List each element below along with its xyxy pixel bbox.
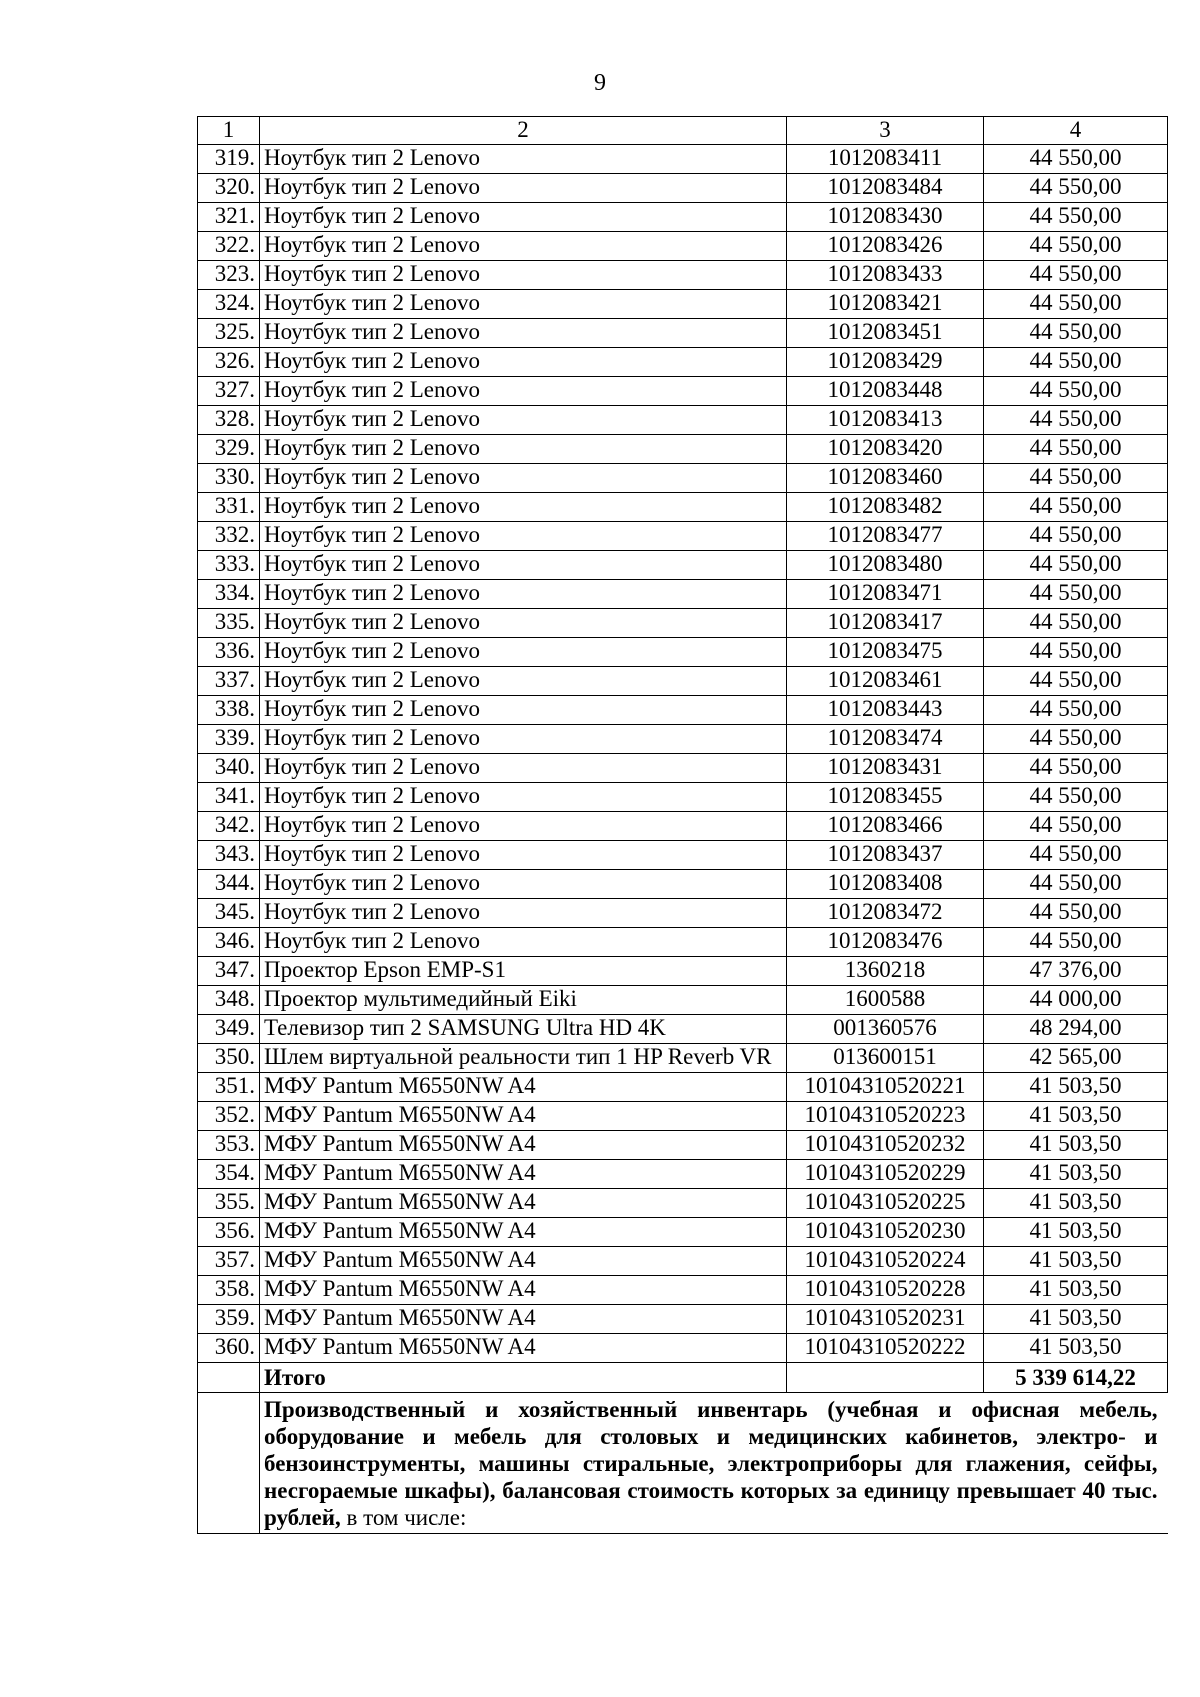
item-name: Ноутбук тип 2 Lenovo: [260, 696, 787, 725]
table-row: [198, 1015, 1168, 1044]
table-row: [198, 928, 1168, 957]
item-name: Ноутбук тип 2 Lenovo: [260, 667, 787, 696]
inventory-number: 1012083482: [787, 493, 984, 522]
row-number: 338.: [198, 696, 260, 725]
inventory-number: 1012083477: [787, 522, 984, 551]
item-cost: 41 503,50: [984, 1073, 1168, 1102]
table-row: [198, 696, 1168, 725]
item-name: Ноутбук тип 2 Lenovo: [260, 406, 787, 435]
table-row: [198, 1102, 1168, 1131]
row-number: 332.: [198, 522, 260, 551]
row-number: 356.: [198, 1218, 260, 1247]
row-number: 319.: [198, 145, 260, 174]
row-number: 339.: [198, 725, 260, 754]
row-number: 347.: [198, 957, 260, 986]
inventory-number: 1012083413: [787, 406, 984, 435]
total-empty-cell: [198, 1363, 260, 1393]
row-number: 336.: [198, 638, 260, 667]
item-cost: 44 550,00: [984, 841, 1168, 870]
row-number: 344.: [198, 870, 260, 899]
table-row: [198, 1044, 1168, 1073]
inventory-number: 1012083408: [787, 870, 984, 899]
total-row: [198, 1363, 1168, 1393]
table-row: [198, 1334, 1168, 1363]
row-number: 349.: [198, 1015, 260, 1044]
item-name: МФУ Pantum M6550NW A4: [260, 1334, 787, 1363]
table-row: [198, 203, 1168, 232]
item-name: МФУ Pantum M6550NW A4: [260, 1305, 787, 1334]
inventory-number: 1012083411: [787, 145, 984, 174]
item-name: МФУ Pantum M6550NW A4: [260, 1073, 787, 1102]
item-cost: 44 550,00: [984, 232, 1168, 261]
table-row: [198, 145, 1168, 174]
inventory-number: 013600151: [787, 1044, 984, 1073]
item-name: Ноутбук тип 2 Lenovo: [260, 580, 787, 609]
inventory-number: 1012083472: [787, 899, 984, 928]
item-name: Ноутбук тип 2 Lenovo: [260, 812, 787, 841]
row-number: 348.: [198, 986, 260, 1015]
inventory-number: 1012083430: [787, 203, 984, 232]
row-number: 335.: [198, 609, 260, 638]
table-row: [198, 406, 1168, 435]
inventory-number: 10104310520224: [787, 1247, 984, 1276]
item-cost: 44 550,00: [984, 174, 1168, 203]
item-cost: 48 294,00: [984, 1015, 1168, 1044]
item-cost: 44 550,00: [984, 319, 1168, 348]
item-cost: 44 000,00: [984, 986, 1168, 1015]
item-cost: 44 550,00: [984, 812, 1168, 841]
table-row: [198, 609, 1168, 638]
row-number: 354.: [198, 1160, 260, 1189]
inventory-number: 1012083448: [787, 377, 984, 406]
inventory-number: 1012083420: [787, 435, 984, 464]
item-name: МФУ Pantum M6550NW A4: [260, 1247, 787, 1276]
row-number: 360.: [198, 1334, 260, 1363]
item-name: Ноутбук тип 2 Lenovo: [260, 783, 787, 812]
inventory-number: 1012083484: [787, 174, 984, 203]
table-row: [198, 493, 1168, 522]
inventory-number: 1012083455: [787, 783, 984, 812]
table-row: [198, 261, 1168, 290]
item-cost: 44 550,00: [984, 870, 1168, 899]
inventory-number: 1012083475: [787, 638, 984, 667]
item-name: Ноутбук тип 2 Lenovo: [260, 928, 787, 957]
item-name: Ноутбук тип 2 Lenovo: [260, 841, 787, 870]
row-number: 325.: [198, 319, 260, 348]
table-header-row: [198, 117, 1168, 145]
item-name: Ноутбук тип 2 Lenovo: [260, 638, 787, 667]
item-cost: 41 503,50: [984, 1102, 1168, 1131]
row-number: 357.: [198, 1247, 260, 1276]
row-number: 359.: [198, 1305, 260, 1334]
table-row: [198, 1218, 1168, 1247]
row-number: 346.: [198, 928, 260, 957]
item-cost: 44 550,00: [984, 899, 1168, 928]
item-cost: 41 503,50: [984, 1247, 1168, 1276]
item-cost: 44 550,00: [984, 290, 1168, 319]
item-cost: 44 550,00: [984, 783, 1168, 812]
category-empty-cell: [198, 1393, 260, 1534]
item-cost: 44 550,00: [984, 725, 1168, 754]
category-tail: в том числе:: [340, 1505, 467, 1530]
table-row: [198, 957, 1168, 986]
inventory-number: 10104310520223: [787, 1102, 984, 1131]
table-row: [198, 638, 1168, 667]
item-name: МФУ Pantum M6550NW A4: [260, 1160, 787, 1189]
inventory-number: 1600588: [787, 986, 984, 1015]
item-name: Проектор Epson EMP-S1: [260, 957, 787, 986]
item-name: МФУ Pantum M6550NW A4: [260, 1276, 787, 1305]
inventory-number: 1360218: [787, 957, 984, 986]
category-cell: [260, 1393, 1168, 1534]
inventory-number: 1012083466: [787, 812, 984, 841]
total-empty-cell: [787, 1363, 984, 1393]
table-row: [198, 348, 1168, 377]
item-name: Ноутбук тип 2 Lenovo: [260, 145, 787, 174]
inventory-number: 10104310520231: [787, 1305, 984, 1334]
item-cost: 44 550,00: [984, 522, 1168, 551]
row-number: 355.: [198, 1189, 260, 1218]
row-number: 342.: [198, 812, 260, 841]
table-row: [198, 319, 1168, 348]
row-number: 324.: [198, 290, 260, 319]
item-cost: 42 565,00: [984, 1044, 1168, 1073]
inventory-number: 10104310520230: [787, 1218, 984, 1247]
inventory-number: 10104310520222: [787, 1334, 984, 1363]
item-cost: 44 550,00: [984, 145, 1168, 174]
item-cost: 44 550,00: [984, 203, 1168, 232]
item-cost: 41 503,50: [984, 1305, 1168, 1334]
item-cost: 44 550,00: [984, 928, 1168, 957]
item-cost: 44 550,00: [984, 609, 1168, 638]
inventory-table-body: [198, 117, 1168, 1534]
column-header-4: 4: [984, 117, 1168, 145]
row-number: 333.: [198, 551, 260, 580]
inventory-number: 1012083421: [787, 290, 984, 319]
item-name: Ноутбук тип 2 Lenovo: [260, 899, 787, 928]
item-name: Ноутбук тип 2 Lenovo: [260, 261, 787, 290]
inventory-table: [197, 116, 1168, 1534]
item-name: Ноутбук тип 2 Lenovo: [260, 464, 787, 493]
inventory-number: 001360576: [787, 1015, 984, 1044]
item-cost: 44 550,00: [984, 667, 1168, 696]
item-cost: 44 550,00: [984, 464, 1168, 493]
total-label: Итого: [260, 1363, 787, 1393]
row-number: 328.: [198, 406, 260, 435]
inventory-number: 1012083480: [787, 551, 984, 580]
item-name: Ноутбук тип 2 Lenovo: [260, 174, 787, 203]
row-number: 321.: [198, 203, 260, 232]
inventory-number: 10104310520232: [787, 1131, 984, 1160]
table-row: [198, 377, 1168, 406]
item-cost: 44 550,00: [984, 406, 1168, 435]
item-cost: 47 376,00: [984, 957, 1168, 986]
item-name: Ноутбук тип 2 Lenovo: [260, 551, 787, 580]
row-number: 337.: [198, 667, 260, 696]
inventory-number: 1012083437: [787, 841, 984, 870]
item-cost: 41 503,50: [984, 1160, 1168, 1189]
table-row: [198, 464, 1168, 493]
table-row: [198, 1073, 1168, 1102]
table-row: [198, 754, 1168, 783]
row-number: 340.: [198, 754, 260, 783]
row-number: 322.: [198, 232, 260, 261]
item-name: МФУ Pantum M6550NW A4: [260, 1218, 787, 1247]
item-cost: 44 550,00: [984, 696, 1168, 725]
item-cost: 41 503,50: [984, 1276, 1168, 1305]
item-name: Ноутбук тип 2 Lenovo: [260, 725, 787, 754]
table-row: [198, 986, 1168, 1015]
table-row: [198, 725, 1168, 754]
inventory-number: 10104310520229: [787, 1160, 984, 1189]
item-cost: 44 550,00: [984, 377, 1168, 406]
item-cost: 44 550,00: [984, 435, 1168, 464]
table-row: [198, 551, 1168, 580]
table-row: [198, 1247, 1168, 1276]
item-name: Шлем виртуальной реальности тип 1 HP Reverb VR: [260, 1044, 787, 1073]
table-row: [198, 435, 1168, 464]
row-number: 329.: [198, 435, 260, 464]
item-cost: 44 550,00: [984, 638, 1168, 667]
item-cost: 44 550,00: [984, 493, 1168, 522]
inventory-number: 10104310520221: [787, 1073, 984, 1102]
item-name: Ноутбук тип 2 Lenovo: [260, 232, 787, 261]
page-number: 9: [594, 70, 606, 96]
inventory-number: 1012083451: [787, 319, 984, 348]
inventory-number: 1012083431: [787, 754, 984, 783]
item-name: Проектор мультимедийный Eiki: [260, 986, 787, 1015]
item-name: Ноутбук тип 2 Lenovo: [260, 870, 787, 899]
row-number: 350.: [198, 1044, 260, 1073]
item-name: Ноутбук тип 2 Lenovo: [260, 290, 787, 319]
row-number: 351.: [198, 1073, 260, 1102]
table-row: [198, 812, 1168, 841]
inventory-number: 10104310520225: [787, 1189, 984, 1218]
item-cost: 44 550,00: [984, 551, 1168, 580]
table-row: [198, 232, 1168, 261]
column-header-1: 1: [198, 117, 260, 145]
item-cost: 44 550,00: [984, 580, 1168, 609]
column-header-3: 3: [787, 117, 984, 145]
category-text: Производственный и хозяйственный инвентарь (учебная и офисная мебель, оборудование и мебель для столовых и медицинских кабинетов, электро- и бензоинструменты, машины стиральные, электроприборы для глажения, сейфы, несгораемые шкафы), балансовая стоимость которых за единицу превышает 40 тыс. рублей,: [264, 1397, 1158, 1530]
inventory-number: 1012083471: [787, 580, 984, 609]
total-value: 5 339 614,22: [984, 1363, 1168, 1393]
item-name: Ноутбук тип 2 Lenovo: [260, 348, 787, 377]
row-number: 323.: [198, 261, 260, 290]
item-cost: 41 503,50: [984, 1189, 1168, 1218]
inventory-number: 1012083426: [787, 232, 984, 261]
table-row: [198, 667, 1168, 696]
item-name: Ноутбук тип 2 Lenovo: [260, 522, 787, 551]
table-row: [198, 580, 1168, 609]
table-row: [198, 290, 1168, 319]
item-cost: 41 503,50: [984, 1218, 1168, 1247]
item-cost: 41 503,50: [984, 1334, 1168, 1363]
item-name: МФУ Pantum M6550NW A4: [260, 1102, 787, 1131]
table-row: [198, 841, 1168, 870]
category-row: [198, 1393, 1168, 1534]
row-number: 343.: [198, 841, 260, 870]
table-row: [198, 1131, 1168, 1160]
inventory-number: 1012083460: [787, 464, 984, 493]
inventory-number: 1012083476: [787, 928, 984, 957]
table-row: [198, 522, 1168, 551]
item-cost: 44 550,00: [984, 348, 1168, 377]
row-number: 358.: [198, 1276, 260, 1305]
table-row: [198, 1305, 1168, 1334]
item-name: Ноутбук тип 2 Lenovo: [260, 754, 787, 783]
table-row: [198, 899, 1168, 928]
row-number: 345.: [198, 899, 260, 928]
row-number: 353.: [198, 1131, 260, 1160]
item-name: Ноутбук тип 2 Lenovo: [260, 609, 787, 638]
row-number: 341.: [198, 783, 260, 812]
item-name: Ноутбук тип 2 Lenovo: [260, 319, 787, 348]
item-name: МФУ Pantum M6550NW A4: [260, 1131, 787, 1160]
table-row: [198, 783, 1168, 812]
item-name: Ноутбук тип 2 Lenovo: [260, 493, 787, 522]
item-name: МФУ Pantum M6550NW A4: [260, 1189, 787, 1218]
table-row: [198, 1160, 1168, 1189]
inventory-number: 10104310520228: [787, 1276, 984, 1305]
table-row: [198, 1189, 1168, 1218]
item-name: Ноутбук тип 2 Lenovo: [260, 377, 787, 406]
item-cost: 44 550,00: [984, 261, 1168, 290]
row-number: 326.: [198, 348, 260, 377]
row-number: 331.: [198, 493, 260, 522]
row-number: 330.: [198, 464, 260, 493]
item-name: Телевизор тип 2 SAMSUNG Ultra HD 4K: [260, 1015, 787, 1044]
table-row: [198, 870, 1168, 899]
row-number: 320.: [198, 174, 260, 203]
table-row: [198, 1276, 1168, 1305]
table-row: [198, 174, 1168, 203]
category-description: [264, 1396, 1158, 1531]
row-number: 327.: [198, 377, 260, 406]
inventory-number: 1012083474: [787, 725, 984, 754]
row-number: 352.: [198, 1102, 260, 1131]
inventory-number: 1012083433: [787, 261, 984, 290]
item-cost: 44 550,00: [984, 754, 1168, 783]
item-name: Ноутбук тип 2 Lenovo: [260, 435, 787, 464]
item-cost: 41 503,50: [984, 1131, 1168, 1160]
row-number: 334.: [198, 580, 260, 609]
item-name: Ноутбук тип 2 Lenovo: [260, 203, 787, 232]
inventory-number: 1012083429: [787, 348, 984, 377]
inventory-number: 1012083461: [787, 667, 984, 696]
inventory-number: 1012083417: [787, 609, 984, 638]
inventory-number: 1012083443: [787, 696, 984, 725]
column-header-2: 2: [260, 117, 787, 145]
